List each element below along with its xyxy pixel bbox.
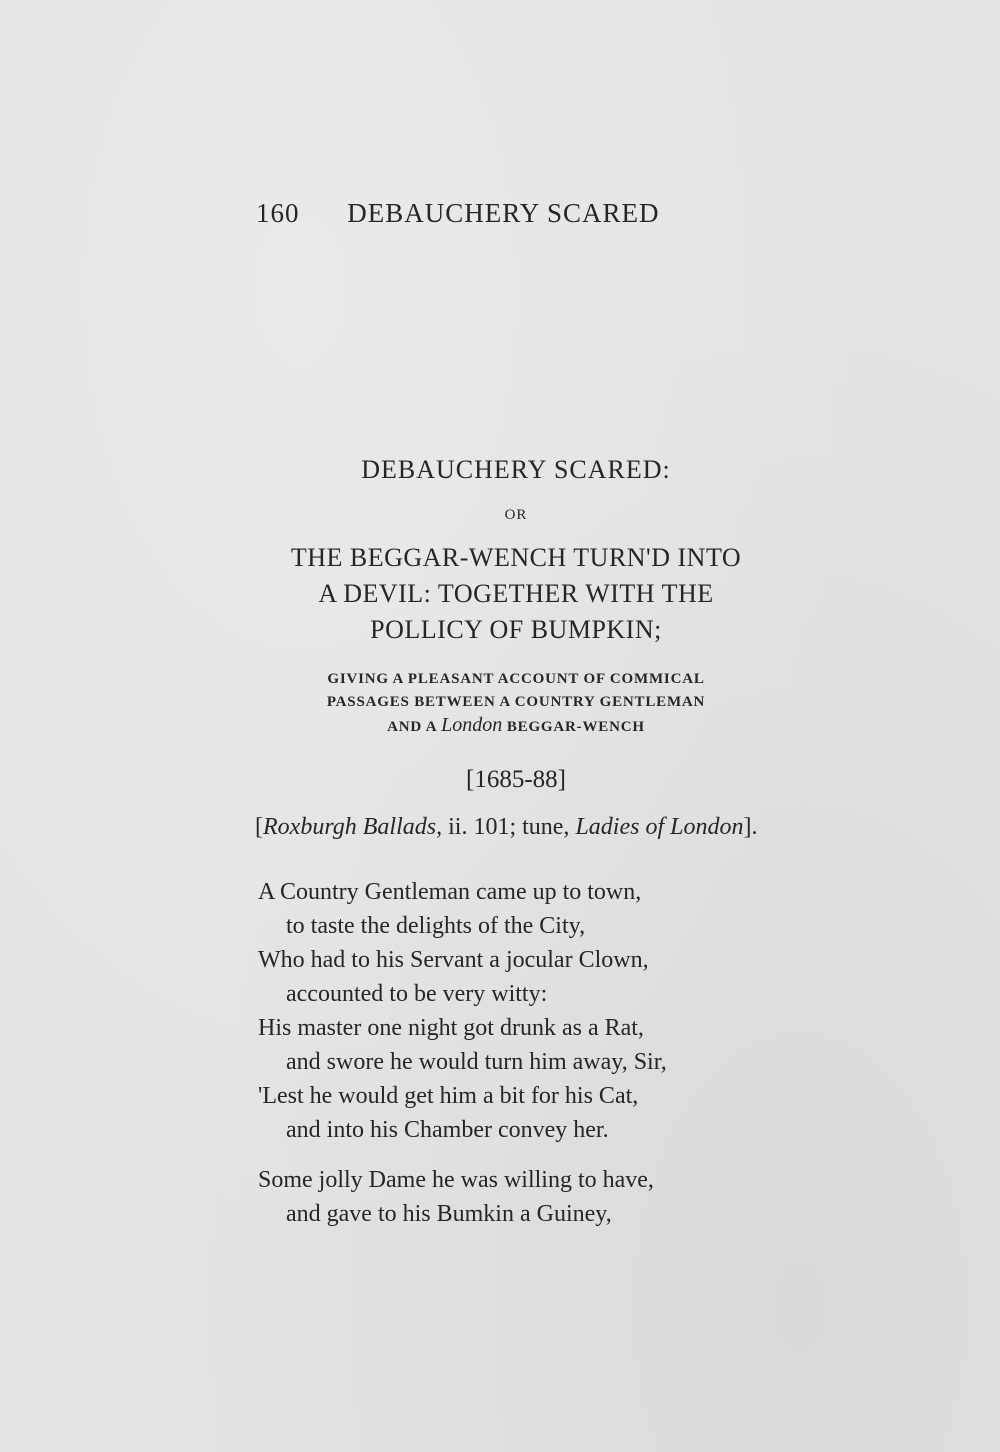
verse-line: Some jolly Dame he was willing to have, <box>258 1167 654 1193</box>
verse-line: and gave to his Bumkin a Guiney, <box>286 1201 612 1227</box>
description-italic: London <box>441 714 503 736</box>
bracket: ]. <box>743 814 758 840</box>
verse-line: and swore he would turn him away, Sir, <box>286 1049 667 1075</box>
subtitle-line: POLLICY OF BUMPKIN; <box>370 615 662 644</box>
verse-line: 'Lest he would get him a bit for his Cat, <box>258 1083 639 1109</box>
verse-line: to taste the delights of the City, <box>286 913 586 939</box>
stanza <box>258 875 667 1147</box>
description-line <box>230 714 802 739</box>
stanza <box>258 1163 654 1231</box>
description-text: AND A <box>387 719 437 735</box>
description-text: BEGGAR-WENCH <box>506 719 645 735</box>
page-number: 160 <box>256 198 300 228</box>
description-line: GIVING A PLEASANT ACCOUNT OF COMMICAL <box>327 671 705 687</box>
source-title: Roxburgh Ballads, <box>263 814 443 840</box>
subtitle-line: THE BEGGAR-WENCH TURN'D INTO <box>290 543 742 572</box>
date-range: [1685-88] <box>466 766 566 793</box>
verse-line: Who had to his Servant a jocular Clown, <box>258 947 649 973</box>
ballad-subtitle <box>230 540 802 648</box>
tune-name: Ladies of London <box>575 814 744 840</box>
or-connector: OR <box>504 507 528 523</box>
verse-line: His master one night got drunk as a Rat, <box>258 1015 644 1041</box>
verse-line: and into his Chamber convey her. <box>286 1117 609 1143</box>
source-text: ii. 101; tune, <box>442 814 576 840</box>
description-block <box>230 668 802 739</box>
running-head-title: DEBAUCHERY SCARED <box>347 198 660 228</box>
source-note <box>255 814 757 841</box>
ballad-title: DEBAUCHERY SCARED: <box>361 455 671 484</box>
running-head <box>256 198 660 229</box>
subtitle-line: A DEVIL: TOGETHER WITH THE <box>318 579 714 608</box>
verse-line: A Country Gentleman came up to town, <box>258 879 642 905</box>
verse-line: accounted to be very witty: <box>286 981 548 1007</box>
bracket: [ <box>255 814 263 840</box>
description-line: PASSAGES BETWEEN A COUNTRY GENTLEMAN <box>326 694 706 710</box>
